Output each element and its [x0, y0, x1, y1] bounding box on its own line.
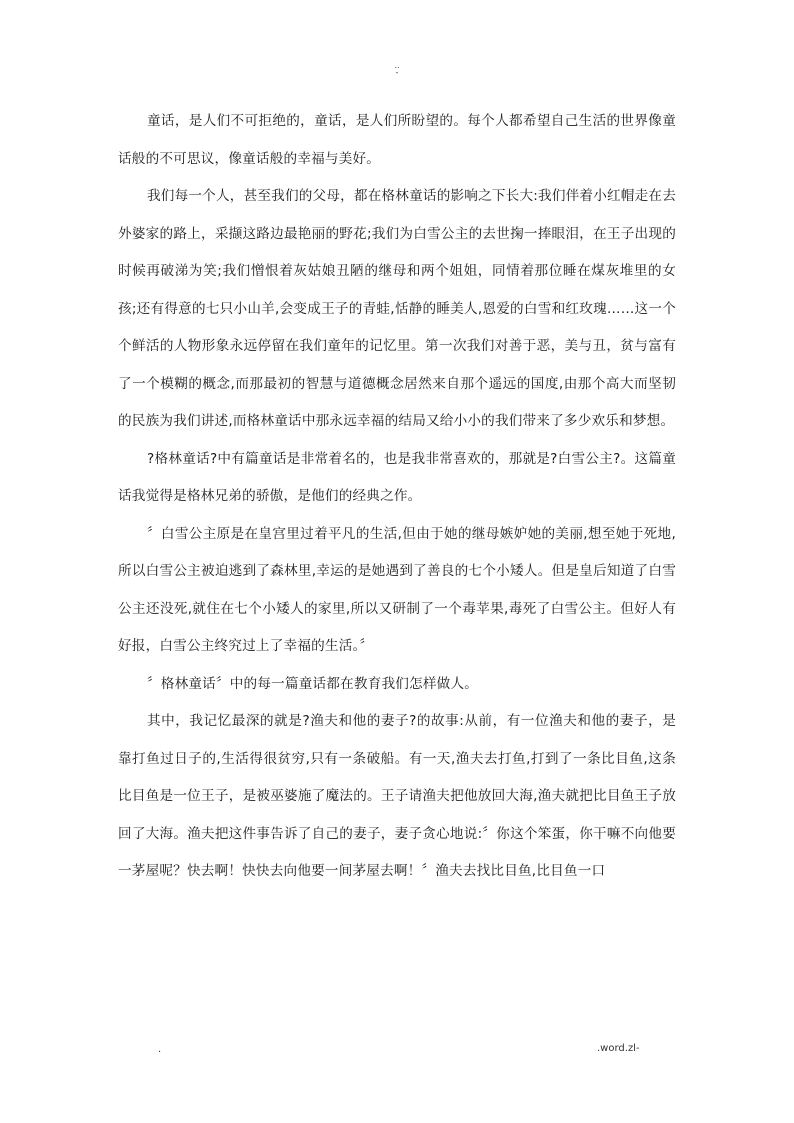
paragraph-snow-white-intro: ?格林童话?中有篇童话是非常着名的，也是我非常喜欢的，那就是?白雪公主?。这篇童话我觉得是格林兄弟的骄傲，是他们的经典之作。 [118, 450, 676, 504]
paragraph-snow-white-summary: 〞白雪公主原是在皇宫里过着平凡的生活,但由于她的继母嫉妒她的美丽,想至她于死地,所以白雪公主被迫逃到了森林里,幸运的是她遇到了善良的七个小矮人。但是皇后知道了白雪公主还没死,就住在七个小矮人的家里,所以又研制了一个毒苹果,毒死了白雪公主。但好人有好报，白雪公主终究过上了幸福的生活。〞 [118, 525, 676, 654]
footer-left-mark: . [158, 1044, 162, 1055]
paragraph-intro: 童话，是人们不可拒绝的，童话，是人们所盼望的。每个人都希望自己生活的世界像童话般的不可思议，像童话般的幸福与美好。 [118, 113, 676, 167]
document-body [118, 103, 676, 891]
paragraph-lesson: 〞格林童话〞中的每一篇童话都在教育我们怎样做人。 [147, 675, 479, 692]
paragraph-fisherman: 其中，我记忆最深的就是?渔夫和他的妻子?的故事:从前，有一位渔夫和他的妻子，是靠打鱼过日子的,生活得很贫穷,只有一条破船。有一天,渔夫去打鱼,打到了一条比目鱼,这条比目鱼是一位王子，是被巫婆施了魔法的。王子请渔夫把他放回大海,渔夫就把比目鱼王子放回了大海。渔夫把这件事告诉了自己的妻子，妻子贪心地说:〞你这个笨蛋，你干嘛不向他要一茅屋呢？快去啊！快快去向他要一间茅屋去啊！〞渔夫去找比目鱼,比目鱼一口 [118, 713, 676, 879]
header-mark-bottom: - [395, 68, 399, 77]
header-mark [0, 62, 794, 76]
footer-watermark: .word.zl- [597, 1043, 640, 1054]
paragraph-childhood: 我们每一个人，甚至我们的父母，都在格林童话的影响之下长大:我们伴着小红帽走在去外婆家的路上，采撷这路边最艳丽的野花;我们为白雪公主的去世掬一捧眼泪，在王子出现的时候再破涕为笑;我们憎恨着灰姑娘丑陋的继母和两个姐姐，同情着那位睡在煤灰堆里的女孩;还有得意的七只小山羊,会变成王子的青蛙,恬静的睡美人,恩爱的白雪和红玫瑰……这一个个鲜活的人物形象永远停留在我们童年的记忆里。第一次我们对善于恶，美与丑，贫与富有了一个模糊的概念,而那最初的智慧与道德概念居然来自那个遥远的国度,由那个高大而坚韧的民族为我们讲述,而格林童话中那永远幸福的结局又给小小的我们带来了多少欢乐和梦想。 [118, 188, 676, 429]
header-mark-top: .. [394, 61, 400, 70]
